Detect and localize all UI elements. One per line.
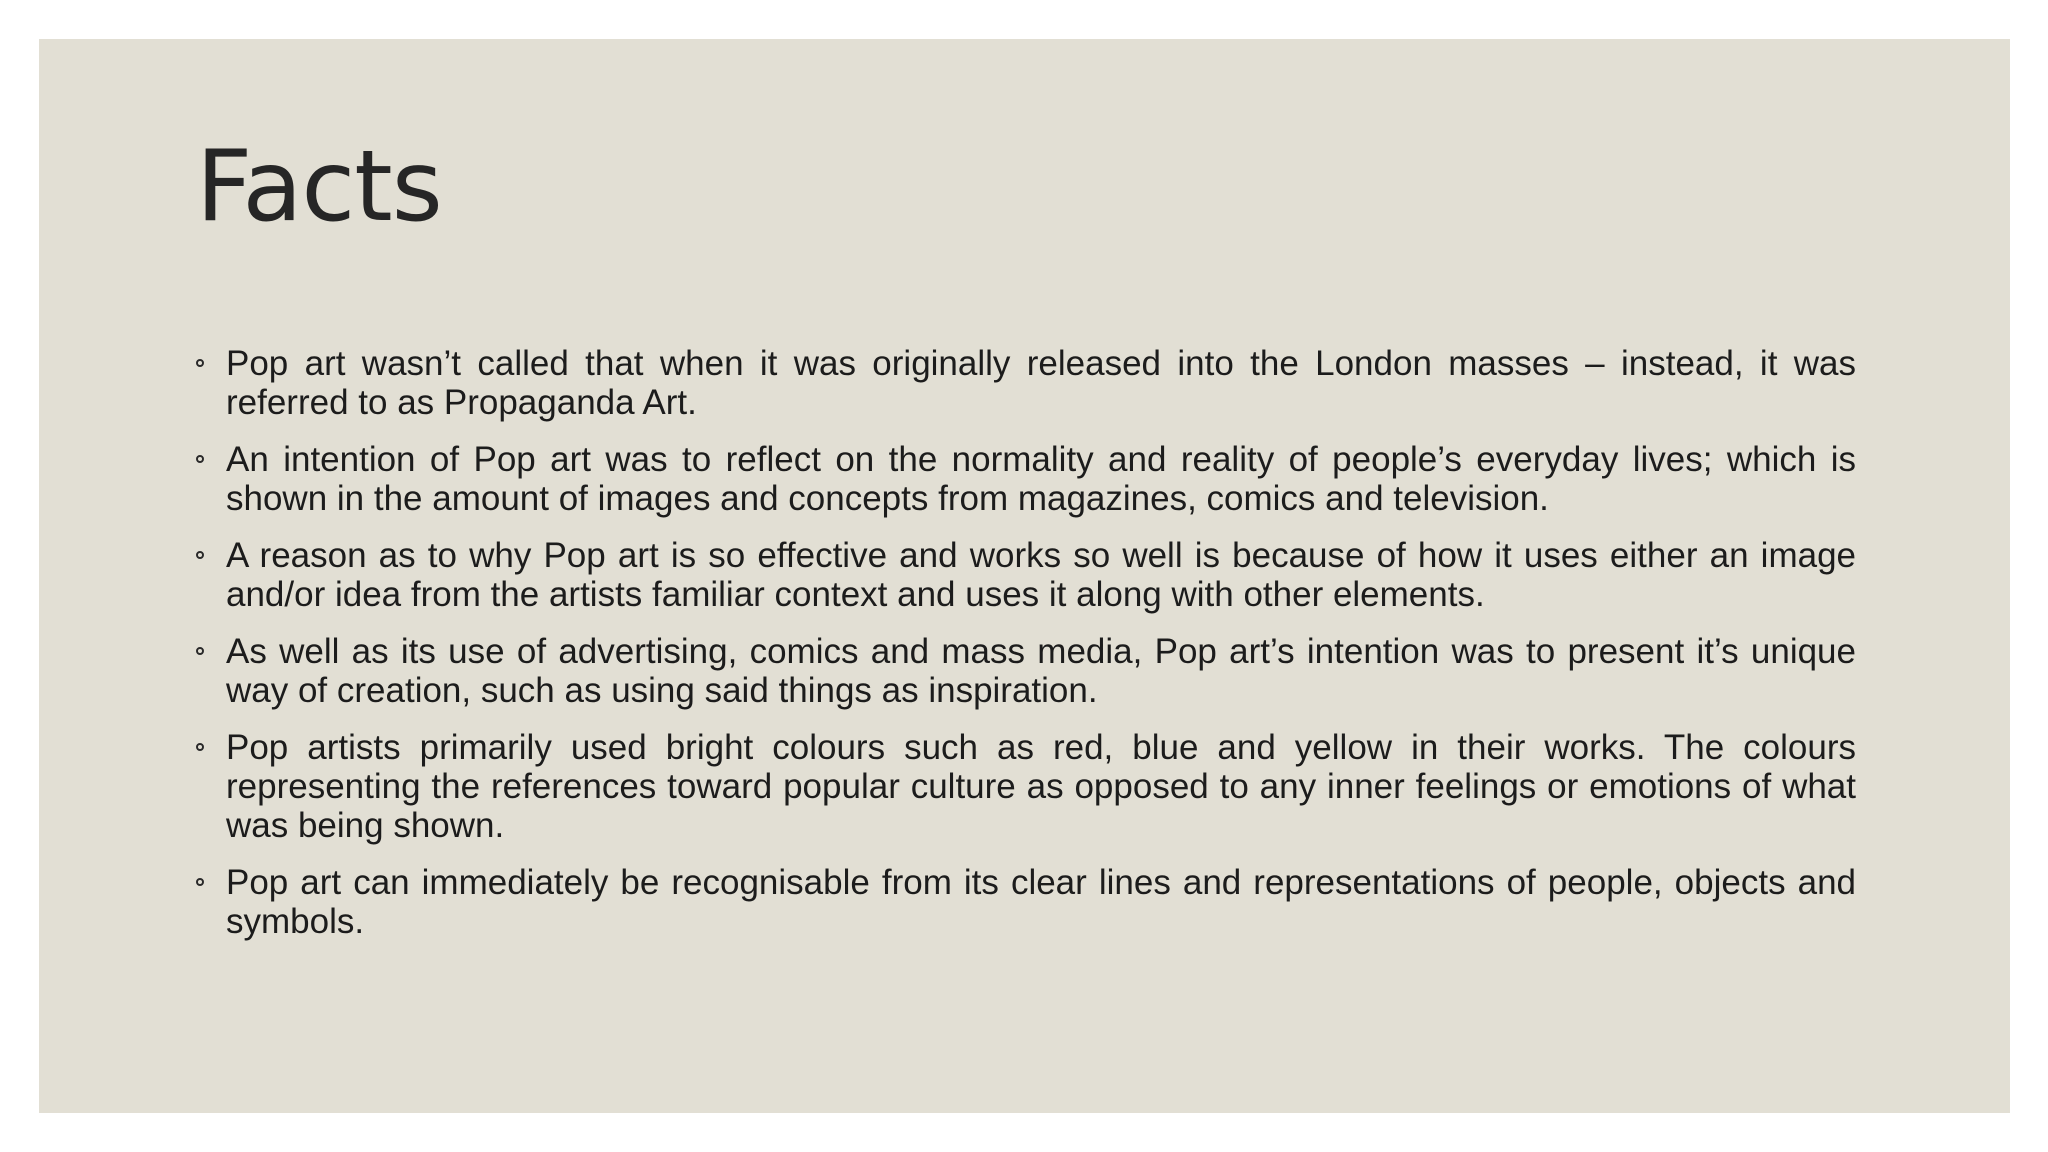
hollow-circle-bullet-icon: [196, 455, 204, 463]
hollow-circle-bullet-icon: [196, 878, 204, 886]
bullet-text: An intention of Pop art was to reflect on the normality and reality of people’s everyday lives; which is shown in the amount of images and concepts from magazines, comics and television.: [226, 440, 1856, 518]
bullet-list: [196, 344, 1856, 959]
bullet-item: [196, 632, 1856, 710]
bullet-item: [196, 863, 1856, 941]
slide-title: Facts: [196, 130, 442, 244]
hollow-circle-bullet-icon: [196, 743, 204, 751]
bullet-text: Pop art wasn’t called that when it was originally released into the London masses – instead, it was referred to as Propaganda Art.: [226, 344, 1856, 422]
hollow-circle-bullet-icon: [196, 551, 204, 559]
hollow-circle-bullet-icon: [196, 359, 204, 367]
hollow-circle-bullet-icon: [196, 647, 204, 655]
bullet-item: [196, 536, 1856, 614]
bullet-item: [196, 440, 1856, 518]
bullet-text: Pop artists primarily used bright colours such as red, blue and yellow in their works. The colours representing the references toward popular culture as opposed to any inner feelings or emotions of what was being shown.: [226, 728, 1856, 845]
bullet-text: Pop art can immediately be recognisable from its clear lines and representations of people, objects and symbols.: [226, 863, 1856, 941]
slide: [39, 39, 2010, 1113]
bullet-text: As well as its use of advertising, comics and mass media, Pop art’s intention was to present it’s unique way of creation, such as using said things as inspiration.: [226, 632, 1856, 710]
bullet-item: [196, 728, 1856, 845]
bullet-text: A reason as to why Pop art is so effective and works so well is because of how it uses either an image and/or idea from the artists familiar context and uses it along with other elements.: [226, 536, 1856, 614]
bullet-item: [196, 344, 1856, 422]
